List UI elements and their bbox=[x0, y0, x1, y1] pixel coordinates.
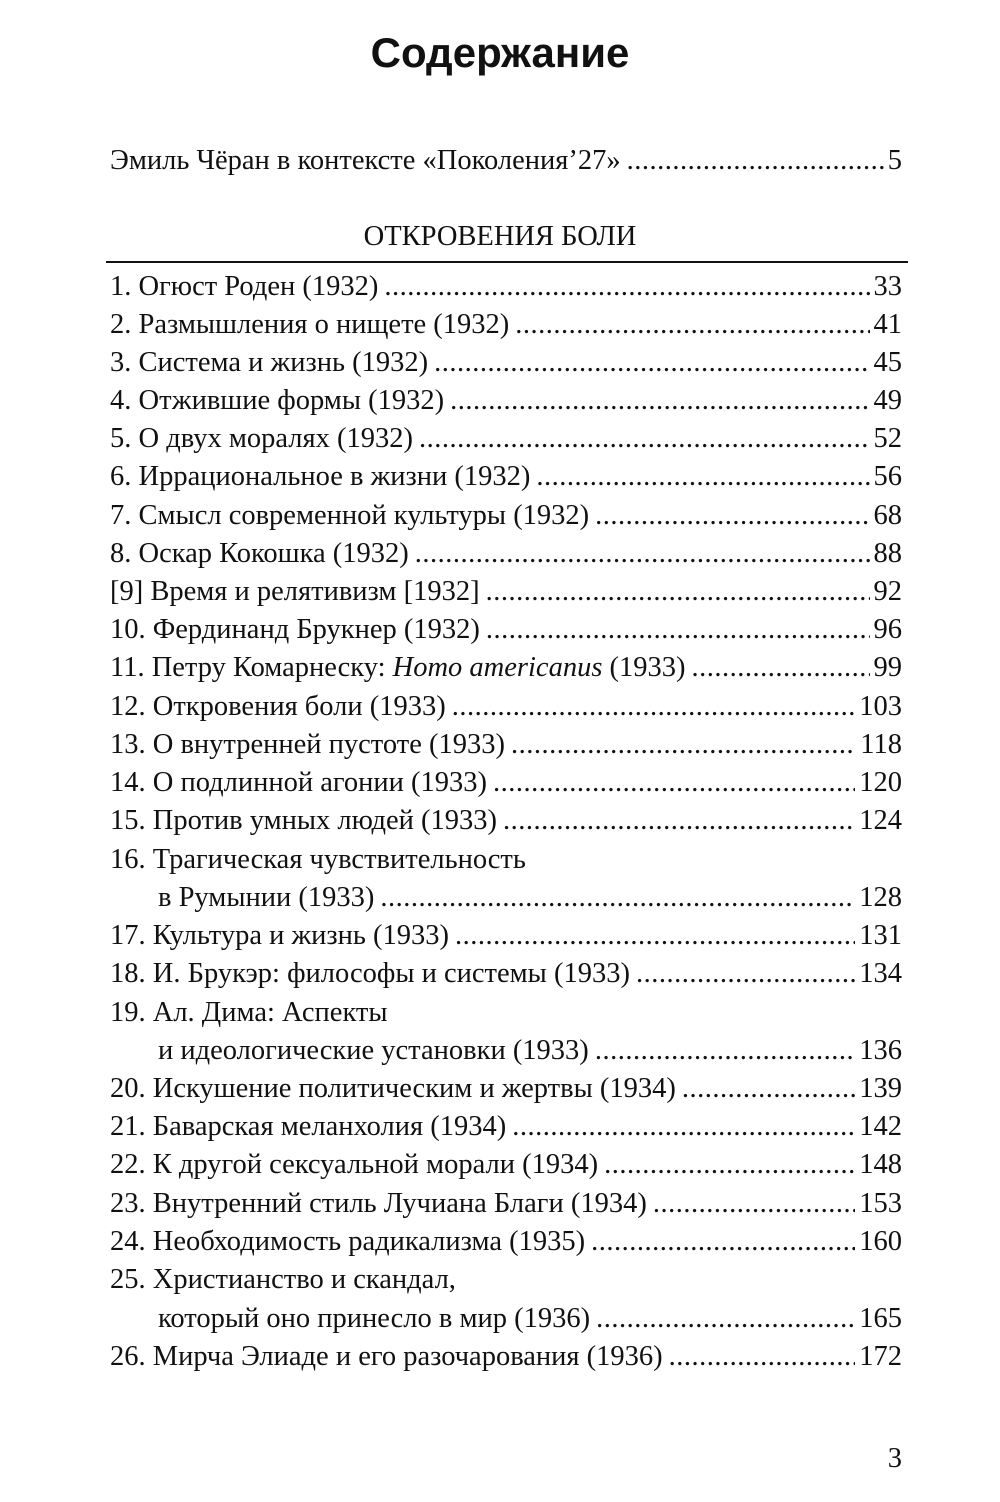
toc-entry-title: 2. Размышления о нищете (1932) bbox=[110, 309, 510, 340]
toc-entry bbox=[110, 497, 902, 535]
toc-entry-title: 7. Смысл современной культуры (1932) bbox=[110, 500, 590, 531]
toc-entry-title: в Румынии (1933) bbox=[158, 882, 375, 913]
toc-entry-title: [9] Время и релятивизм [1932] bbox=[110, 576, 480, 607]
toc-entry bbox=[110, 688, 902, 726]
leader-dots bbox=[515, 306, 869, 344]
toc-entry bbox=[110, 955, 902, 993]
toc-entry-title: 16. Трагическая чувствительность bbox=[110, 844, 526, 875]
leader-dots bbox=[536, 458, 869, 496]
toc-entry bbox=[110, 420, 902, 458]
toc-entry-title: 26. Мирча Элиаде и его разочарования (1936) bbox=[110, 1341, 663, 1372]
section-heading: ОТКРОВЕНИЯ БОЛИ bbox=[363, 221, 637, 252]
leader-dots bbox=[384, 268, 869, 306]
leader-dots bbox=[595, 497, 869, 535]
toc-entry-title: 22. К другой сексуальной морали (1934) bbox=[110, 1149, 599, 1180]
toc-entry bbox=[110, 1108, 902, 1146]
toc-entry-title: 3. Система и жизнь (1932) bbox=[110, 347, 429, 378]
leader-dots bbox=[486, 611, 870, 649]
leader-dots bbox=[591, 1223, 855, 1261]
toc-entry-title-italic: Homo americanus bbox=[392, 652, 603, 683]
leader-dots bbox=[627, 142, 884, 180]
leader-dots bbox=[503, 802, 855, 840]
toc-entry bbox=[110, 802, 902, 840]
toc-entry-page: 120 bbox=[859, 767, 902, 798]
toc-entry bbox=[110, 1338, 902, 1376]
toc-entry bbox=[110, 764, 902, 802]
leader-dots bbox=[604, 1146, 855, 1184]
toc-entry bbox=[110, 1185, 902, 1223]
toc-entry-page: 5 bbox=[887, 145, 902, 176]
leader-dots bbox=[450, 382, 869, 420]
toc-entry-title: 18. И. Брукэр: философы и системы (1933) bbox=[110, 958, 630, 989]
toc-entry-line2 bbox=[158, 1032, 902, 1070]
toc-entry-page: 68 bbox=[873, 500, 902, 531]
page-title: Содержание bbox=[370, 29, 630, 76]
toc-entry-line2 bbox=[158, 1300, 902, 1338]
toc-entry-title: 17. Культура и жизнь (1933) bbox=[110, 920, 450, 951]
leader-dots bbox=[486, 573, 870, 611]
toc-entry-page: 128 bbox=[859, 882, 902, 913]
leader-dots bbox=[380, 879, 855, 917]
toc-entry-title: 8. Оскар Кокошка (1932) bbox=[110, 538, 409, 569]
toc-entry-title: 10. Фердинанд Брукнер (1932) bbox=[110, 614, 480, 645]
toc-entry-title: который оно принесло в мир (1936) bbox=[158, 1303, 591, 1334]
toc-entry bbox=[110, 344, 902, 382]
toc-entry-title: 21. Баварская меланхолия (1934) bbox=[110, 1111, 507, 1142]
toc-entry-page: 142 bbox=[859, 1111, 902, 1142]
toc-entry-page: 124 bbox=[859, 805, 902, 836]
toc-entry-page: 92 bbox=[873, 576, 902, 607]
toc-entry-page: 41 bbox=[873, 309, 902, 340]
toc-entry-title: 4. Отжившие формы (1932) bbox=[110, 385, 445, 416]
leader-dots bbox=[419, 420, 870, 458]
toc-entry-title: 14. О подлинной агонии (1933) bbox=[110, 767, 487, 798]
page-number: 3 bbox=[887, 1443, 902, 1474]
toc-entry-title: 19. Ал. Дима: Аспекты bbox=[110, 997, 388, 1028]
leader-dots bbox=[434, 344, 869, 382]
toc-entry bbox=[110, 306, 902, 344]
toc-entry-page: 136 bbox=[859, 1035, 902, 1066]
toc-entry-title: 6. Иррациональное в жизни (1932) bbox=[110, 461, 531, 492]
leader-dots bbox=[455, 917, 855, 955]
toc-entry-title-part: (1933) bbox=[602, 652, 686, 683]
toc-entry bbox=[110, 917, 902, 955]
toc-entry-page: 148 bbox=[859, 1149, 902, 1180]
toc-entry-page: 49 bbox=[873, 385, 902, 416]
toc-entry-intro bbox=[110, 142, 902, 180]
toc-entry-page: 103 bbox=[859, 691, 902, 722]
toc-entry bbox=[110, 268, 902, 306]
leader-dots bbox=[512, 1108, 855, 1146]
toc-entry-page: 139 bbox=[859, 1073, 902, 1104]
toc-entry-page: 153 bbox=[859, 1188, 902, 1219]
toc-entry-title-part: 11. Петру Комарнеску: bbox=[110, 652, 393, 683]
toc-entry-page: 131 bbox=[859, 920, 902, 951]
toc-entry-title: 12. Откровения боли (1933) bbox=[110, 691, 446, 722]
toc-entry-page: 56 bbox=[873, 461, 902, 492]
toc-entry-line1 bbox=[110, 1261, 902, 1299]
toc-entry-title: Эмиль Чёран в контексте «Поколения’27» bbox=[110, 145, 621, 176]
toc-entry bbox=[110, 726, 902, 764]
toc-entry-page: 118 bbox=[860, 729, 902, 760]
toc-entry bbox=[110, 573, 902, 611]
toc-entry-page: 99 bbox=[873, 652, 902, 683]
leader-dots bbox=[511, 726, 856, 764]
toc-entry-page: 45 bbox=[873, 347, 902, 378]
toc-entry-title: 1. Огюст Роден (1932) bbox=[110, 271, 379, 302]
leader-dots bbox=[596, 1300, 855, 1338]
toc-entry-title: 15. Против умных людей (1933) bbox=[110, 805, 498, 836]
leader-dots bbox=[669, 1338, 856, 1376]
toc-entry bbox=[110, 382, 902, 420]
toc-entry bbox=[110, 535, 902, 573]
leader-dots bbox=[452, 688, 855, 726]
leader-dots bbox=[493, 764, 855, 802]
toc-entry-title: и идеологические установки (1933) bbox=[158, 1035, 589, 1066]
leader-dots bbox=[415, 535, 870, 573]
toc-entry-page: 96 bbox=[873, 614, 902, 645]
toc-entry bbox=[110, 458, 902, 496]
toc-entry bbox=[110, 611, 902, 649]
toc-entry bbox=[110, 1070, 902, 1108]
toc-entry-title: 20. Искушение политическим и жертвы (1934) bbox=[110, 1073, 676, 1104]
toc-entry-title: 25. Христианство и скандал, bbox=[110, 1264, 456, 1295]
toc-entry-page: 33 bbox=[873, 271, 902, 302]
toc-entry-line2 bbox=[158, 879, 902, 917]
section-divider bbox=[106, 261, 908, 263]
toc-entry bbox=[110, 1223, 902, 1261]
toc-entry-title: 13. О внутренней пустоте (1933) bbox=[110, 729, 505, 760]
toc-entry-title bbox=[110, 649, 686, 687]
toc-entry-page: 88 bbox=[873, 538, 902, 569]
toc-entry-page: 160 bbox=[859, 1226, 902, 1257]
toc-entry-line1 bbox=[110, 841, 902, 879]
toc-entry-page: 134 bbox=[859, 958, 902, 989]
leader-dots bbox=[595, 1032, 855, 1070]
toc-entry-title: 24. Необходимость радикализма (1935) bbox=[110, 1226, 586, 1257]
leader-dots bbox=[653, 1185, 855, 1223]
leader-dots bbox=[692, 649, 870, 687]
leader-dots bbox=[636, 955, 855, 993]
toc-entry-title: 5. О двух моралях (1932) bbox=[110, 423, 413, 454]
toc-entry-page: 172 bbox=[859, 1341, 902, 1372]
toc-entry-page: 165 bbox=[859, 1303, 902, 1334]
toc-entry-page: 52 bbox=[873, 423, 902, 454]
toc-entry-line1 bbox=[110, 994, 902, 1032]
toc-entry bbox=[110, 649, 902, 687]
leader-dots bbox=[682, 1070, 855, 1108]
toc-entry-title: 23. Внутренний стиль Лучиана Благи (1934) bbox=[110, 1188, 647, 1219]
toc-entry bbox=[110, 1146, 902, 1184]
